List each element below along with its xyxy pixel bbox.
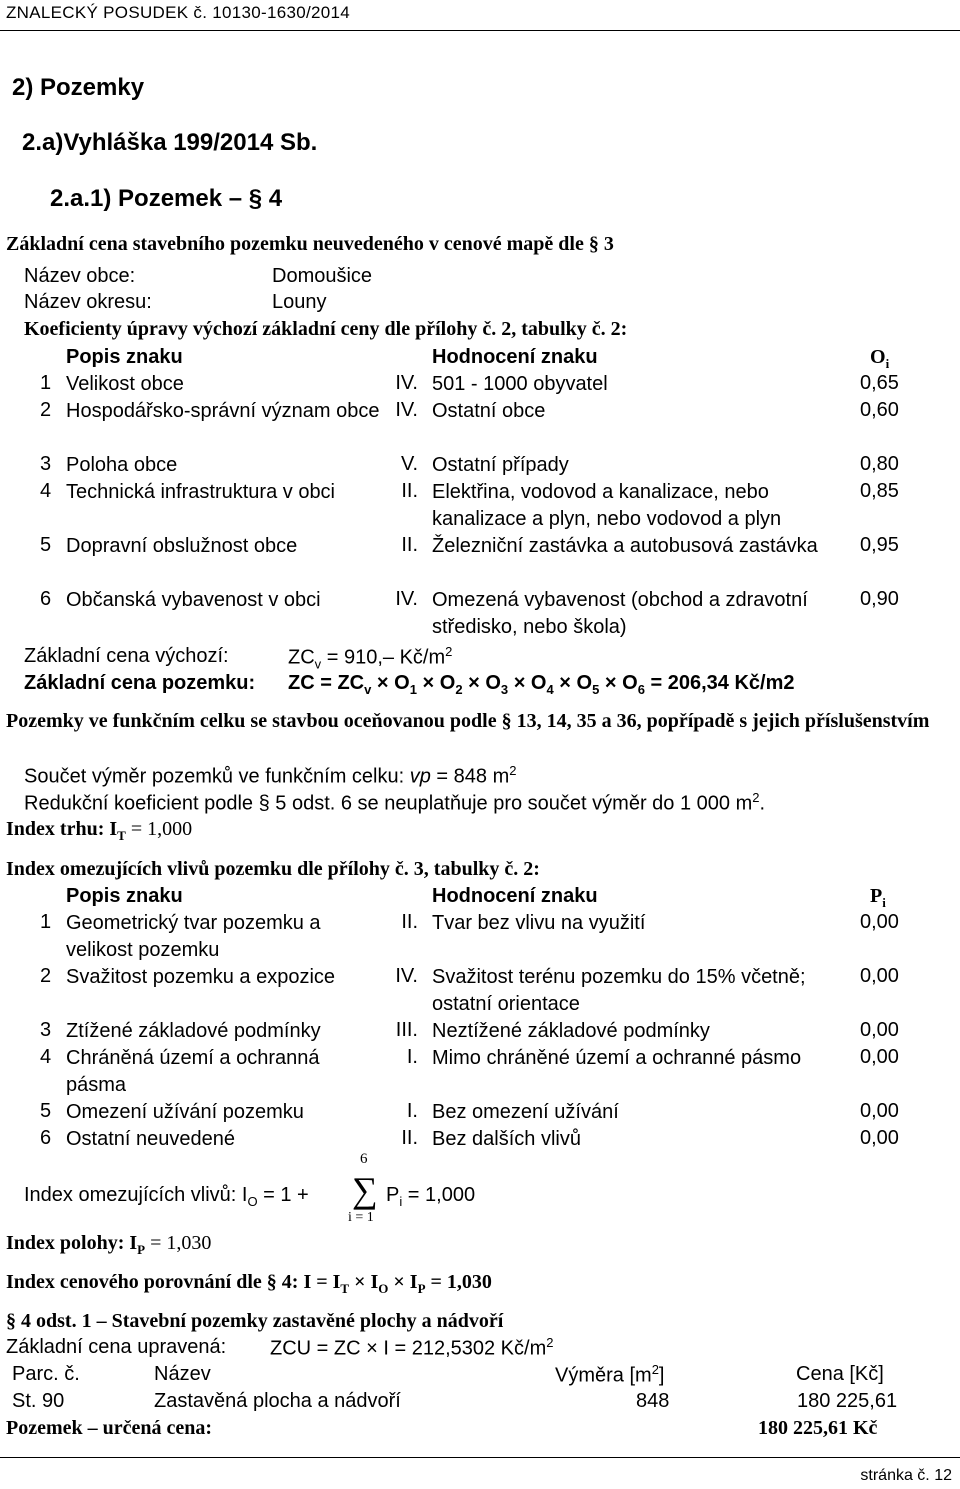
sigma-icon: ∑ xyxy=(352,1170,378,1210)
t2-col-popis: Popis znaku xyxy=(66,885,183,907)
index-omez-value: $P_i = 1,000$ xyxy=(386,1184,476,1209)
row-class: II. xyxy=(401,480,418,502)
page-number: stránka č. 12 xyxy=(860,1467,952,1484)
row-number: 3 xyxy=(40,1019,52,1041)
row-value: 0,00 xyxy=(860,1046,899,1068)
row-popis: Omezení užívání pozemku xyxy=(66,1101,304,1123)
row-cena: 180 225,61 xyxy=(797,1390,898,1412)
row-class: II. xyxy=(401,534,418,556)
row-popis: Dopravní obslužnost obce xyxy=(66,535,298,557)
zcv-value: $ZC_v = 910,-$ $Kč/m^2$ xyxy=(288,644,453,672)
col-cena: Cena [Kč] xyxy=(796,1363,884,1385)
row-hodnoceni: Neztížené základové podmínky xyxy=(432,1020,710,1042)
row-hodnoceni: Mimo chráněné území a ochranné pásmo xyxy=(432,1047,802,1069)
row-hodnoceni: Bez dalších vlivů xyxy=(432,1128,581,1150)
row-popis: Občanská vybavenost v obci xyxy=(66,589,321,611)
t1-col-hodnoceni: Hodnocení znaku xyxy=(432,346,598,368)
row-class: IV. xyxy=(395,372,418,394)
o-factor: × O xyxy=(371,672,410,694)
zc2-label: Základní cena pozemku: xyxy=(24,672,256,694)
row-hodnoceni: Železniční zastávka a autobusová zastávka xyxy=(432,535,818,557)
final-title: § 4 odst. 1 – Stavební pozemky zastavěné plochy a nádvoří xyxy=(6,1310,504,1332)
row-hodnoceni: Svažitost terénu pozemku do 15% včetně; ostatní orientace xyxy=(432,966,806,1015)
row-class: III. xyxy=(395,1019,418,1041)
soucet-vymer: Součet výměr pozemků ve funkčním celku: vp = 848 $m^2$ xyxy=(24,763,517,788)
o-factor: × O xyxy=(416,672,456,694)
row-value: 0,00 xyxy=(860,1019,899,1041)
row-value: 0,95 xyxy=(860,534,899,556)
redukcni-koef: Redukční koeficient podle § 5 odst. 6 se neuplatňuje pro součet výměr do 1 000 $m^2$. xyxy=(24,790,766,815)
row-number: 6 xyxy=(40,588,52,610)
row-hodnoceni: Tvar bez vlivu na využití xyxy=(432,912,646,934)
row-class: V. xyxy=(400,453,418,475)
col-nazev: Název xyxy=(154,1363,211,1385)
upravena-value: ZCU = ZC × I = 212,5302 $Kč/m^2$ xyxy=(270,1335,554,1360)
row-number: 5 xyxy=(40,1100,52,1122)
base-intro: Základní cena stavebního pozemku neuvedeného v cenové mapě dle § 3 xyxy=(6,233,614,255)
row-hodnoceni: Ostatní případy xyxy=(432,454,569,476)
row-class: II. xyxy=(401,911,418,933)
o-factor: × O xyxy=(508,672,547,694)
zc-label: Základní cena výchozí: xyxy=(24,645,229,667)
row-number: 2 xyxy=(40,399,52,421)
row-popis: Velikost obce xyxy=(66,373,184,395)
t1-col-popis: Popis znaku xyxy=(66,346,183,368)
row-value: 0,90 xyxy=(860,588,899,610)
heading-vyhlaska: 2.a)Vyhláška 199/2014 Sb. xyxy=(22,129,318,156)
row-number: 6 xyxy=(40,1127,52,1149)
total-label: Pozemek – určená cena: xyxy=(6,1417,213,1439)
row-value: 0,65 xyxy=(860,372,899,394)
koef-title: Koeficienty úpravy výchozí základní ceny dle přílohy č. 2, tabulky č. 2: xyxy=(24,318,628,340)
row-number: 5 xyxy=(40,534,52,556)
index-trhu: Index trhu: $I_T = 1,000$ xyxy=(6,818,193,843)
row-parc: St. 90 xyxy=(12,1390,65,1412)
row-value: 0,00 xyxy=(860,1100,899,1122)
row-class: I. xyxy=(406,1100,418,1122)
row-popis: Svažitost pozemku a expozice xyxy=(66,966,336,988)
okres-label: Název okresu: xyxy=(24,291,152,313)
row-hodnoceni: Omezená vybavenost (obchod a zdravotní středisko, nebo škola) xyxy=(432,589,808,638)
t2-col-hodnoceni: Hodnocení znaku xyxy=(432,885,598,907)
row-class: IV. xyxy=(395,399,418,421)
row-hodnoceni: 501 - 1000 obyvatel xyxy=(432,373,608,395)
page-footer xyxy=(0,1457,960,1484)
row-hodnoceni: Elektřina, vodovod a kanalizace, nebo kanalizace a plyn, nebo vodovod a plyn xyxy=(432,481,782,530)
o-factor: × O xyxy=(553,672,593,694)
row-value: 0,00 xyxy=(860,965,899,987)
row-popis: Poloha obce xyxy=(66,454,178,476)
row-class: IV. xyxy=(395,588,418,610)
row-popis: Ostatní neuvedené xyxy=(66,1128,236,1150)
row-number: 3 xyxy=(40,453,52,475)
o-factor: × O xyxy=(599,672,638,694)
row-class: I. xyxy=(406,1046,418,1068)
t2-col-p: $P_i$ xyxy=(870,885,886,910)
row-value: 0,60 xyxy=(860,399,899,421)
heading-pozemky: 2) Pozemky xyxy=(12,74,145,101)
row-popis: Chráněná území a ochranná pásma xyxy=(66,1047,320,1096)
total-value: 180 225,61 Kč xyxy=(758,1417,878,1439)
col-parc: Parc. č. xyxy=(12,1363,80,1385)
t1-col-o: $O_i$ xyxy=(870,346,890,371)
row-number: 1 xyxy=(40,372,52,394)
row-class: IV. xyxy=(395,965,418,987)
col-vymera: Výměra $[m^2]$ xyxy=(555,1362,665,1387)
row-value: 0,85 xyxy=(860,480,899,502)
sum-top: 6 xyxy=(360,1151,368,1167)
row-number: 4 xyxy=(40,1046,52,1068)
row-vymera: 848 xyxy=(636,1390,670,1412)
index-omez: Index omezujících vlivů: $I_O = 1$ + xyxy=(24,1184,309,1209)
obec-value: Domoušice xyxy=(272,265,373,287)
row-number: 2 xyxy=(40,965,52,987)
row-number: 4 xyxy=(40,480,52,502)
zc2-formula: ZC = $ZC_v \times O_1 \times O_2 \times O_3 \times O_4 \times O_5 \times O_6 = 206,34$ Kč/m2 xyxy=(288,672,795,697)
upravena-label: Základní cena upravená: xyxy=(6,1336,227,1358)
heading-pozemek: 2.a.1) Pozemek – § 4 xyxy=(50,185,283,212)
row-hodnoceni: Bez omezení užívání xyxy=(432,1101,619,1123)
row-value: 0,80 xyxy=(860,453,899,475)
row-popis: Ztížené základové podmínky xyxy=(66,1020,321,1042)
header-title: ZNALECKÝ POSUDEK č. 10130-1630/2014 xyxy=(6,3,351,22)
row-number: 1 xyxy=(40,911,52,933)
page-header xyxy=(0,0,960,31)
row-nazev: Zastavěná plocha a nádvoří xyxy=(154,1390,401,1412)
index-cenovy: Index cenového porovnání dle § 4: $I = I_T \times I_O \times I_P = 1,030$ xyxy=(6,1271,492,1296)
sum-bottom: i = 1 xyxy=(348,1210,374,1225)
o-factor: × O xyxy=(462,672,501,694)
row-value: 0,00 xyxy=(860,911,899,933)
row-class: II. xyxy=(401,1127,418,1149)
okres-value: Louny xyxy=(272,291,327,313)
row-value: 0,00 xyxy=(860,1127,899,1149)
row-popis: Technická infrastruktura v obci xyxy=(66,481,336,503)
row-hodnoceni: Ostatní obce xyxy=(432,400,546,422)
row-popis: Geometrický tvar pozemku a velikost pozemku xyxy=(66,912,321,961)
obec-label: Název obce: xyxy=(24,265,136,287)
funkcni-title: Pozemky ve funkčním celku se stavbou oceňovanou podle § 13, 14, 35 a 36, popřípadě s jejich příslušenstvím xyxy=(6,710,930,732)
row-popis: Hospodářsko-správní význam obce xyxy=(66,400,380,422)
index-polohy: Index polohy: $I_P = 1,030$ xyxy=(6,1232,212,1257)
t2-title: Index omezujících vlivů pozemku dle přílohy č. 3, tabulky č. 2: xyxy=(6,858,540,880)
